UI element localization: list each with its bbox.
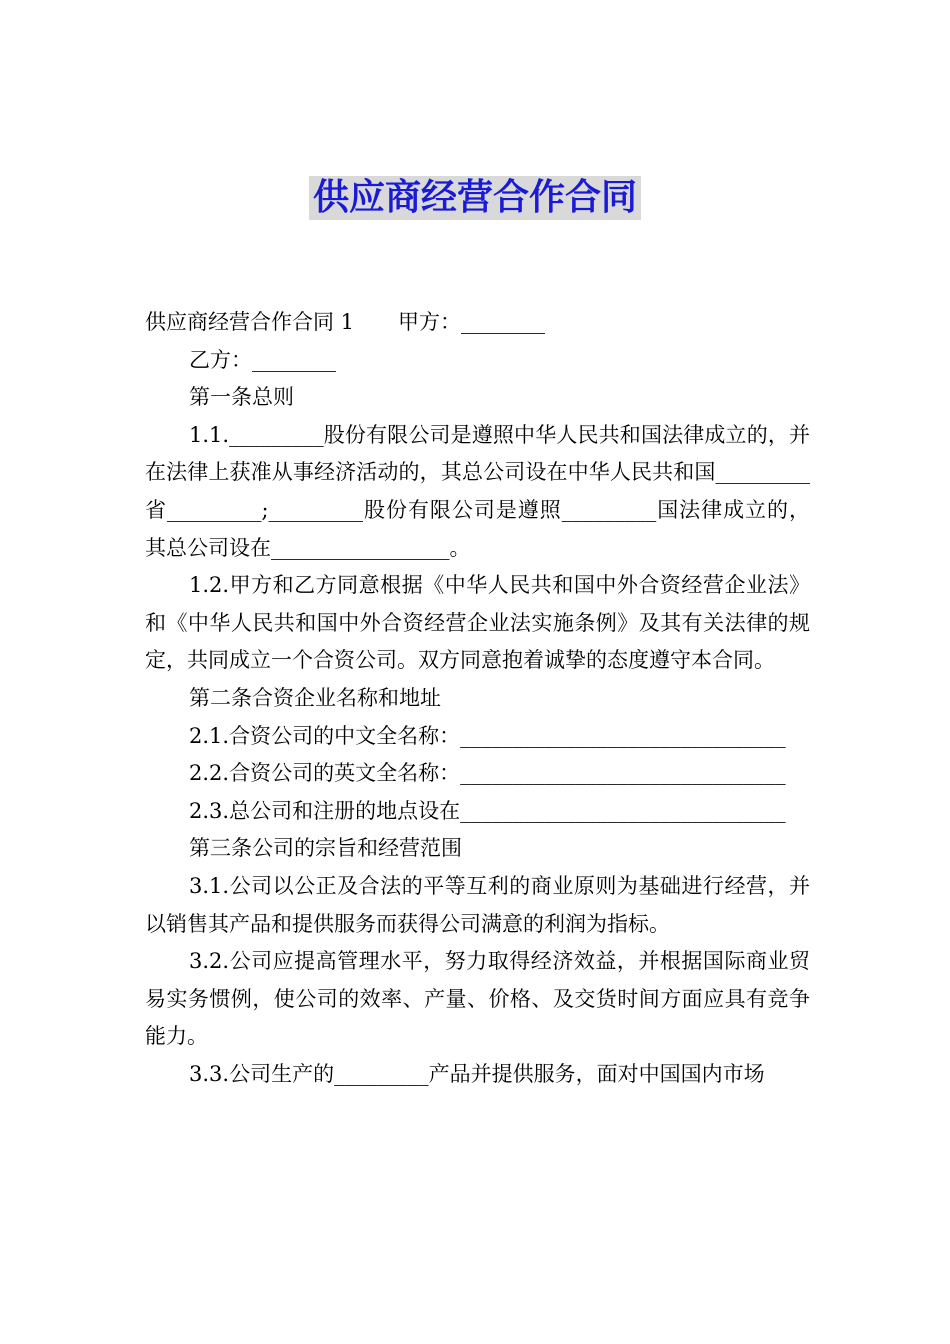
title-container	[0, 176, 950, 220]
party-b: 乙方：________	[189, 347, 336, 372]
clause-3-3: 3.3.公司生产的_________产品并提供服务，面对中国国内市场	[189, 1061, 765, 1086]
document-title: 供应商经营合作合同	[309, 176, 641, 220]
doc-label: 供应商经营合作合同 1	[145, 310, 355, 334]
article-3-heading: 第三条公司的宗旨和经营范围	[189, 836, 462, 861]
party-a: 甲方：________	[398, 310, 546, 334]
clause-2-2: 2.2.合资公司的英文全名称：_______________________________	[189, 761, 786, 786]
article-2-heading: 第二条合资企业名称和地址	[189, 685, 441, 710]
clause-1-1: 1.1._________股份有限公司是遵照中华人民共和国法律成立的，并在法律上获准从事经济活动的，其总公司设在中华人民共和国_________省_________;_________股份有限公司是遵照_________国法律成立的，其总公司设在_________________。	[145, 422, 810, 560]
clause-1-2: 1.2.甲方和乙方同意根据《中华人民共和国中外合资经营企业法》和《中华人民共和国中外合资经营企业法实施条例》及其有关法律的规定，共同成立一个合资公司。双方同意抱着诚挚的态度遵守本合同。	[145, 573, 810, 673]
clause-3-2: 3.2.公司应提高管理水平，努力取得经济效益，并根据国际商业贸易实务惯例，使公司的效率、产量、价格、及交货时间方面应具有竞争能力。	[145, 949, 810, 1049]
clause-3-1: 3.1.公司以公正及合法的平等互利的商业原则为基础进行经营，并以销售其产品和提供服务而获得公司满意的利润为指标。	[145, 873, 810, 936]
clause-2-1: 2.1.合资公司的中文全名称：_______________________________	[189, 723, 786, 748]
article-1-heading: 第一条总则	[189, 385, 294, 410]
clause-2-3: 2.3.总公司和注册的地点设在_______________________________	[189, 798, 786, 823]
intro-line	[145, 304, 810, 342]
document-body	[145, 304, 810, 1093]
